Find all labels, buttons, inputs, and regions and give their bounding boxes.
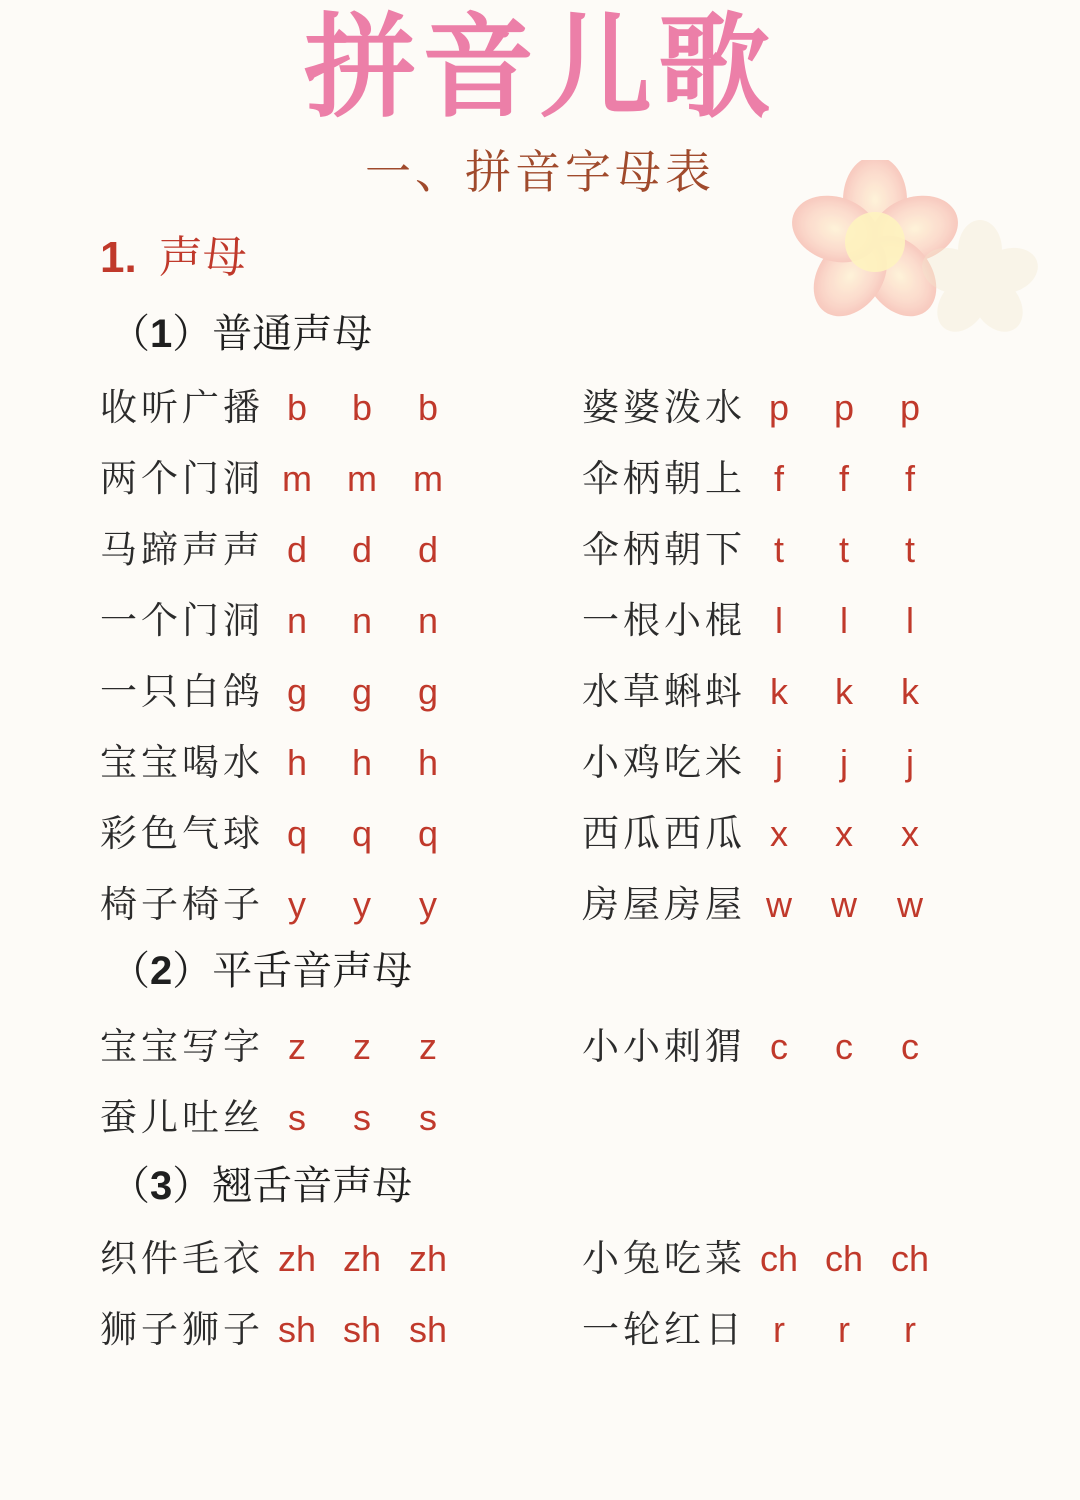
pinyin-letter: d: [286, 529, 308, 570]
pinyin-letter: w: [831, 884, 857, 925]
pinyin-letter: sh: [342, 1309, 382, 1350]
group-heading-text: 普通声母: [212, 311, 373, 357]
rhyme-phrase: 彩色气球: [100, 812, 264, 855]
rhyme-entry: [100, 1229, 480, 1289]
pinyin-letter: k: [770, 671, 788, 712]
pinyin-letter: s: [353, 1097, 371, 1138]
pinyin-letter: f: [838, 458, 849, 499]
rhyme-entry: [582, 1017, 962, 1077]
rhyme-entry: [582, 662, 962, 722]
rhyme-phrase: 两个门洞: [100, 457, 264, 500]
pinyin-letter: f: [904, 458, 915, 499]
rhyme-entry: [100, 733, 480, 793]
rhyme-phrase: 水草蝌蚪: [582, 670, 746, 713]
pinyin-letter: c: [835, 1026, 853, 1067]
pinyin-letter: b: [351, 387, 373, 428]
pinyin-letter: q: [286, 813, 308, 854]
pinyin-letter: x: [835, 813, 853, 854]
rhyme-entry: [100, 804, 480, 864]
rhyme-phrase: 一个门洞: [100, 599, 264, 642]
pinyin-letter: y: [288, 884, 306, 925]
rhyme-phrase: 马蹄声声: [100, 528, 264, 571]
pinyin-letter: h: [417, 742, 439, 783]
group-heading-number: 3: [150, 1164, 173, 1208]
pinyin-letter: ch: [824, 1238, 864, 1279]
group-heading: （2）平舌音声母: [110, 948, 413, 994]
rhyme-phrase: 伞柄朝上: [582, 457, 746, 500]
pinyin-letter: p: [768, 387, 790, 428]
pinyin-letter: c: [770, 1026, 788, 1067]
pinyin-letter: r: [838, 1309, 850, 1350]
section-title: 声母: [158, 232, 247, 283]
pinyin-letter: m: [347, 458, 377, 499]
pinyin-letter: m: [282, 458, 312, 499]
rhyme-entry: [100, 591, 480, 651]
pinyin-letter: l: [906, 600, 914, 641]
pinyin-letter: k: [901, 671, 919, 712]
section-number: 1.: [100, 233, 137, 282]
pinyin-letter: s: [288, 1097, 306, 1138]
rhyme-phrase: 狮子狮子: [100, 1308, 264, 1351]
rhyme-entry: [582, 875, 962, 935]
pinyin-letter: ch: [759, 1238, 799, 1279]
rhyme-phrase: 伞柄朝下: [582, 528, 746, 571]
pinyin-letter: s: [419, 1097, 437, 1138]
rhyme-phrase: 小兔吃菜: [582, 1237, 746, 1280]
rhyme-entry: [100, 662, 480, 722]
group-heading-number: 2: [150, 949, 173, 993]
pinyin-letter: g: [417, 671, 439, 712]
rhyme-entry: [100, 875, 480, 935]
pinyin-letter: n: [417, 600, 439, 641]
section-heading: [100, 228, 247, 288]
rhyme-entry: [582, 378, 962, 438]
pinyin-letter: r: [904, 1309, 916, 1350]
pinyin-letter: n: [351, 600, 373, 641]
pinyin-letter: zh: [408, 1238, 448, 1279]
rhyme-entry: [582, 520, 962, 580]
rhyme-entry: [100, 378, 480, 438]
pinyin-letter: f: [773, 458, 784, 499]
pinyin-letter: z: [288, 1026, 306, 1067]
rhyme-entry: [100, 1300, 480, 1360]
rhyme-phrase: 一只白鸽: [100, 670, 264, 713]
group-heading-text: 翘舌音声母: [212, 1163, 413, 1209]
rhyme-phrase: 宝宝喝水: [100, 741, 264, 784]
pinyin-letter: zh: [277, 1238, 317, 1279]
rhyme-phrase: 宝宝写字: [100, 1025, 264, 1068]
rhyme-entry: [582, 591, 962, 651]
pinyin-letter: b: [286, 387, 308, 428]
rhyme-phrase: 房屋房屋: [582, 883, 746, 926]
page-subtitle: 一、拼音字母表: [365, 145, 715, 199]
pinyin-letter: sh: [408, 1309, 448, 1350]
pinyin-letter: t: [904, 529, 915, 570]
rhyme-entry: [582, 1229, 962, 1289]
pinyin-letter: g: [351, 671, 373, 712]
pinyin-letter: d: [351, 529, 373, 570]
rhyme-entry: [582, 449, 962, 509]
cherry-blossom-icon: [790, 160, 1040, 370]
rhyme-entry: [582, 733, 962, 793]
pinyin-letter: n: [286, 600, 308, 641]
rhyme-phrase: 一轮红日: [582, 1308, 746, 1351]
pinyin-letter: q: [417, 813, 439, 854]
pinyin-letter: t: [838, 529, 849, 570]
page-title: 拼音儿歌: [304, 3, 776, 133]
pinyin-letter: g: [286, 671, 308, 712]
pinyin-letter: x: [901, 813, 919, 854]
rhyme-phrase: 椅子椅子: [100, 883, 264, 926]
pinyin-letter: y: [419, 884, 437, 925]
pinyin-letter: z: [419, 1026, 437, 1067]
pinyin-letter: sh: [277, 1309, 317, 1350]
pinyin-letter: y: [353, 884, 371, 925]
rhyme-phrase: 西瓜西瓜: [582, 812, 746, 855]
pinyin-letter: m: [413, 458, 443, 499]
rhyme-entry: [100, 1088, 480, 1148]
pinyin-letter: q: [351, 813, 373, 854]
rhyme-phrase: 蚕儿吐丝: [100, 1096, 264, 1139]
group-heading: （1）普通声母: [110, 311, 373, 357]
pinyin-letter: x: [770, 813, 788, 854]
pinyin-letter: k: [835, 671, 853, 712]
pinyin-letter: z: [353, 1026, 371, 1067]
pinyin-letter: t: [773, 529, 784, 570]
pinyin-letter: j: [906, 742, 914, 783]
rhyme-phrase: 婆婆泼水: [582, 386, 746, 429]
group-heading-text: 平舌音声母: [212, 948, 413, 994]
pinyin-letter: ch: [890, 1238, 930, 1279]
rhyme-phrase: 一根小棍: [582, 599, 746, 642]
pinyin-letter: c: [901, 1026, 919, 1067]
group-heading: （3）翘舌音声母: [110, 1163, 413, 1209]
group-heading-number: 1: [150, 312, 173, 356]
rhyme-phrase: 收听广播: [100, 386, 264, 429]
pinyin-letter: b: [417, 387, 439, 428]
pinyin-letter: j: [775, 742, 783, 783]
pinyin-letter: r: [773, 1309, 785, 1350]
rhyme-entry: [100, 449, 480, 509]
pinyin-letter: d: [417, 529, 439, 570]
rhyme-entry: [100, 520, 480, 580]
rhyme-phrase: 小鸡吃米: [582, 741, 746, 784]
rhyme-phrase: 织件毛衣: [100, 1237, 264, 1280]
pinyin-letter: l: [775, 600, 783, 641]
pinyin-letter: h: [351, 742, 373, 783]
pinyin-letter: l: [840, 600, 848, 641]
pinyin-letter: w: [897, 884, 923, 925]
pinyin-letter: j: [840, 742, 848, 783]
rhyme-entry: [582, 804, 962, 864]
pinyin-letter: w: [766, 884, 792, 925]
rhyme-entry: [582, 1300, 962, 1360]
pinyin-letter: h: [286, 742, 308, 783]
pinyin-letter: p: [833, 387, 855, 428]
pinyin-letter: zh: [342, 1238, 382, 1279]
pinyin-letter: p: [899, 387, 921, 428]
rhyme-entry: [100, 1017, 480, 1077]
rhyme-phrase: 小小刺猬: [582, 1025, 746, 1068]
